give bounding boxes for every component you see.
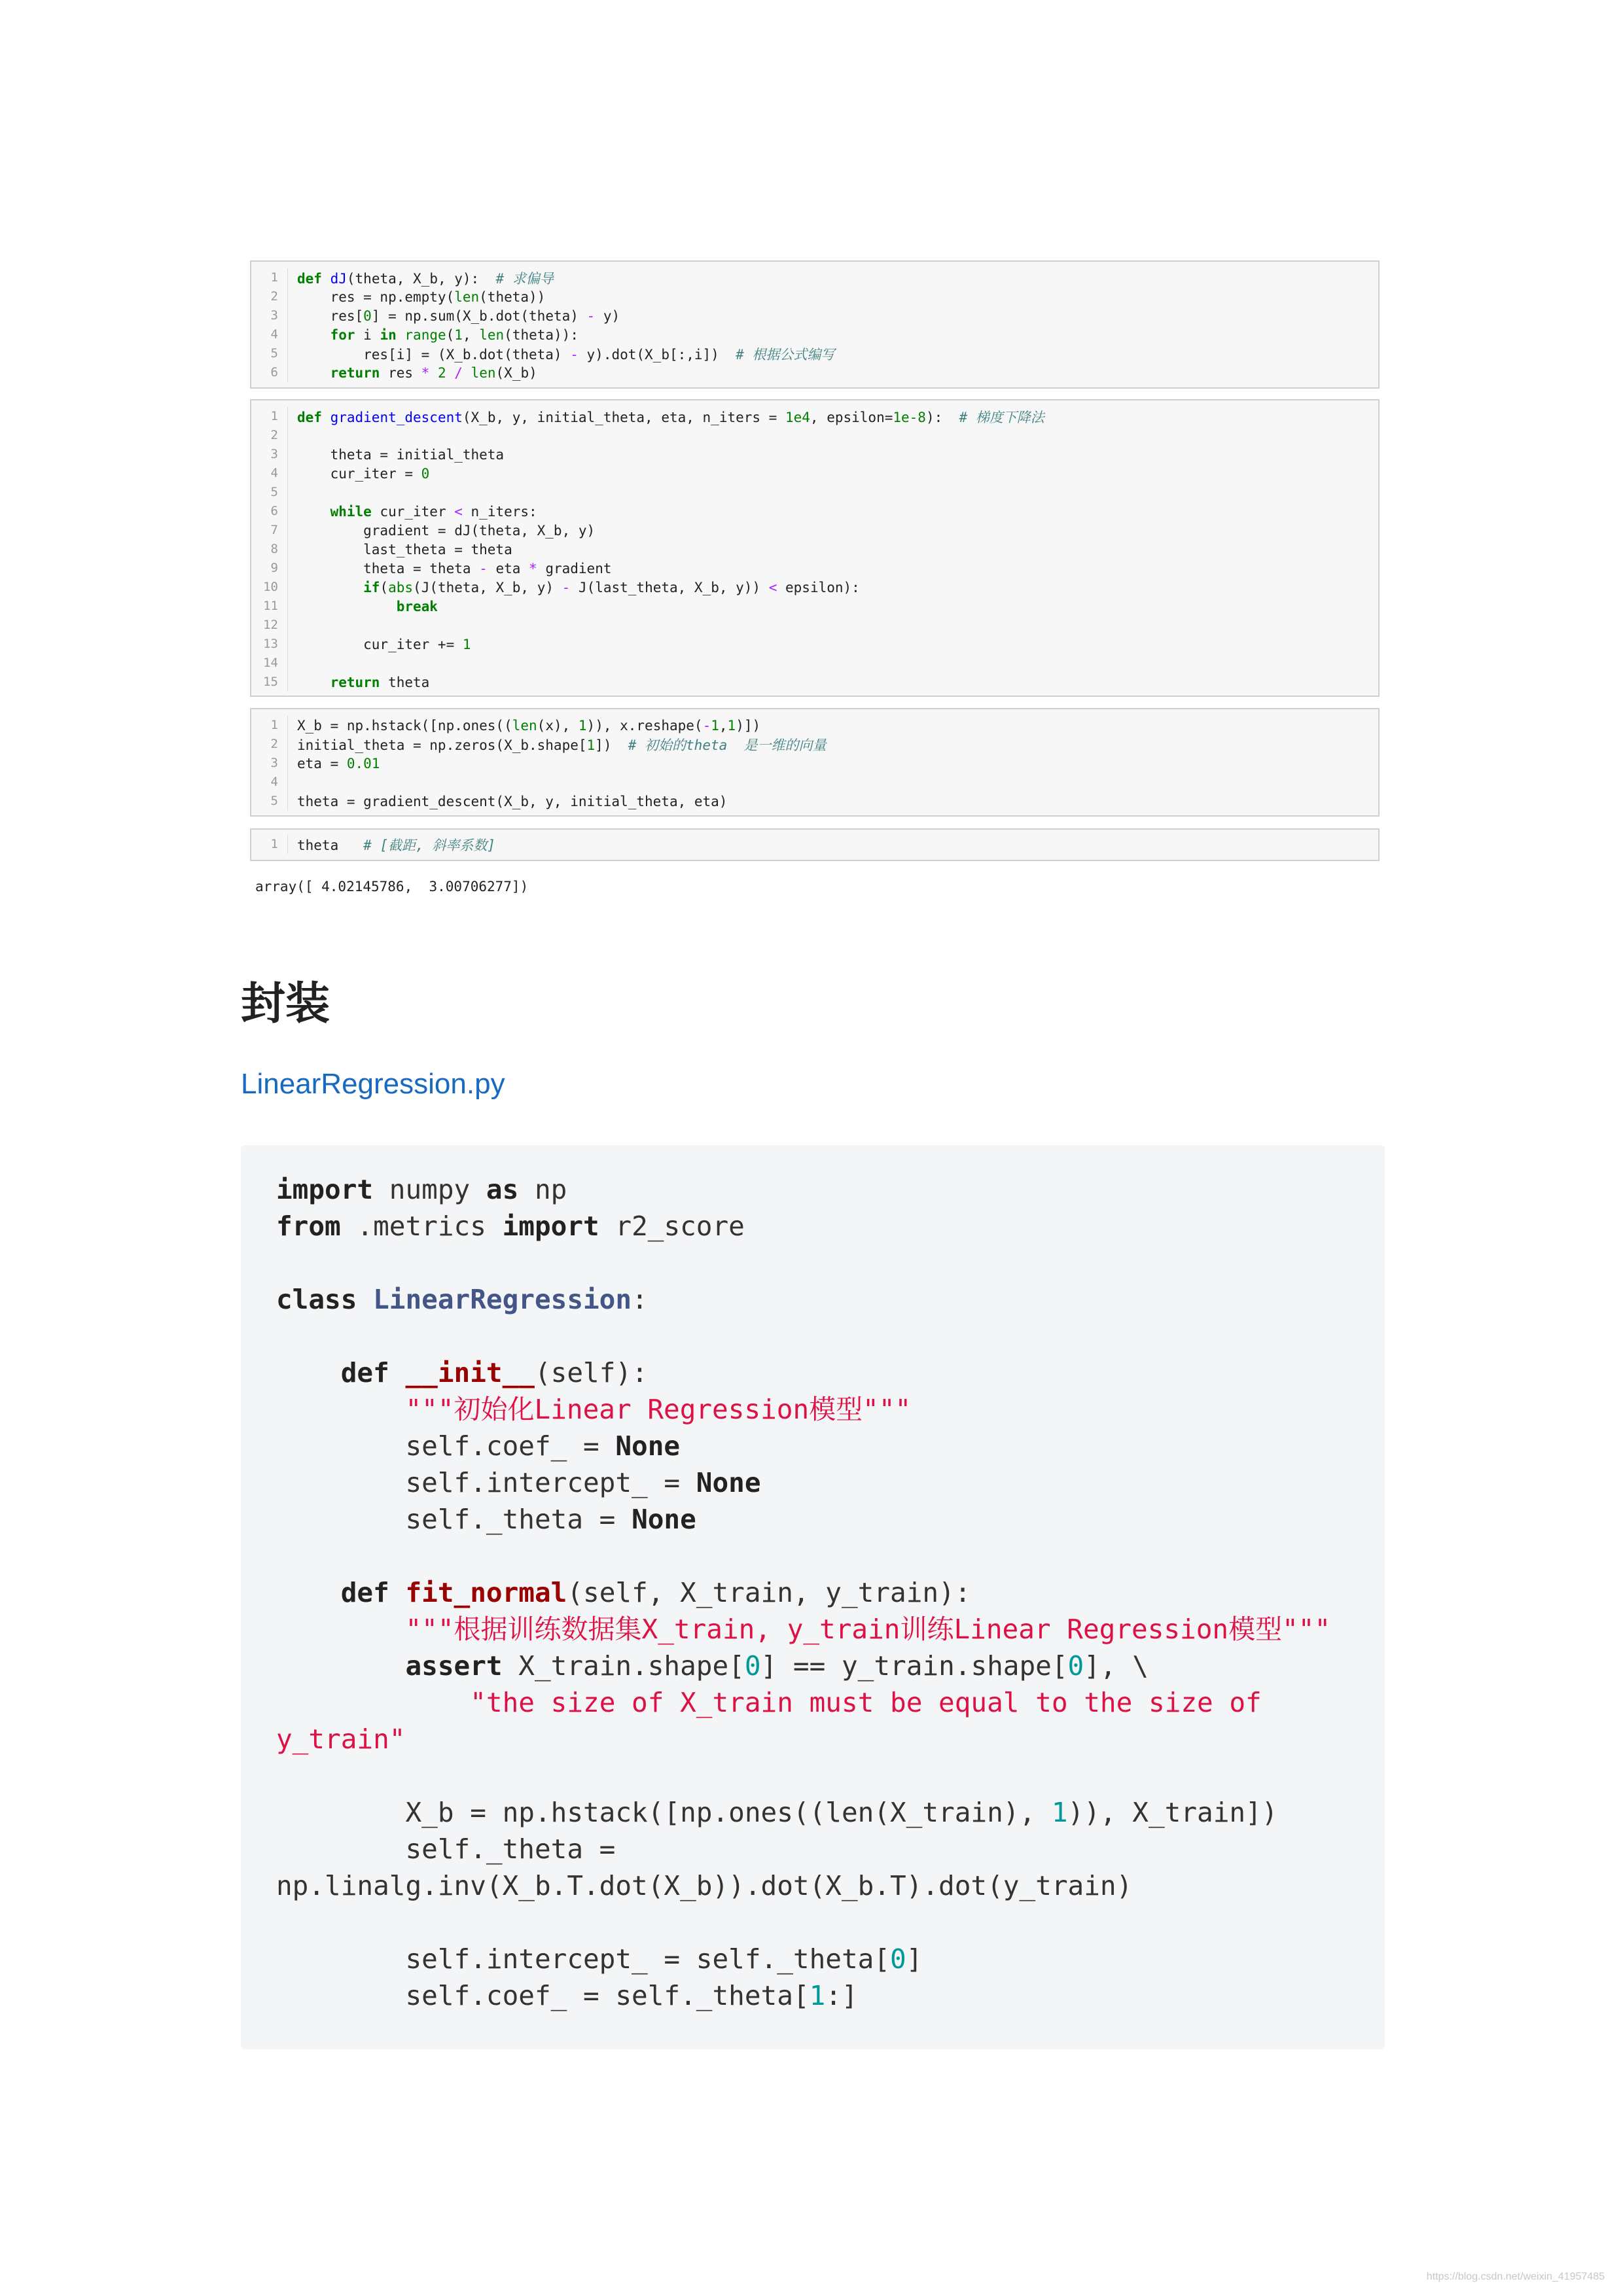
line-number: 12 — [251, 616, 288, 635]
code-line: self.coef_ = self._theta[1:] — [276, 1980, 858, 2011]
line-number: 2 — [251, 426, 288, 445]
line-number: 2 — [251, 287, 288, 306]
line-number: 5 — [251, 483, 288, 502]
code-line: cur_iter += 1 — [297, 636, 471, 652]
code-line: X_b = np.hstack([np.ones((len(X_train), 1)), X_train]) — [276, 1797, 1278, 1828]
code-line: def gradient_descent(X_b, y, initial_theta, eta, n_iters = 1e4, epsilon=1e-8): # 梯度下降法 — [297, 409, 1044, 425]
line-number: 5 — [251, 344, 288, 363]
code-line: return theta — [330, 674, 430, 690]
code-line: theta = theta - eta * gradient — [297, 560, 612, 576]
line-number: 5 — [251, 792, 288, 811]
code-line: theta = initial_theta — [297, 446, 505, 463]
code-line: self._theta = None — [276, 1504, 696, 1535]
file-link[interactable]: LinearRegression.py — [241, 1068, 505, 1100]
code-line: def fit_normal(self, X_train, y_train): — [340, 1577, 971, 1608]
code-line: theta # [截距, 斜率系数] — [297, 837, 496, 853]
code-line: if(abs(J(theta, X_b, y) - J(last_theta, X_b, y)) < epsilon): — [363, 579, 860, 595]
code-line: self.coef_ = None — [276, 1430, 681, 1462]
code-line: initial_theta = np.zeros(X_b.shape[1]) # 初始的theta 是一维的向量 — [297, 737, 827, 753]
line-number: 7 — [251, 521, 288, 540]
code-line: break — [396, 598, 438, 614]
code-line: np.linalg.inv(X_b.T.dot(X_b)).dot(X_b.T).dot(y_train) — [276, 1870, 1133, 1901]
line-number: 3 — [251, 754, 288, 773]
line-number: 11 — [251, 597, 288, 616]
code-line: def dJ(theta, X_b, y): # 求偏导 — [297, 270, 554, 287]
code-line: res = np.empty(len(theta)) — [297, 289, 546, 305]
code-line: last_theta = theta — [297, 541, 512, 557]
line-number: 8 — [251, 540, 288, 559]
code-line: """初始化Linear Regression模型""" — [405, 1394, 912, 1425]
cell-output: array([ 4.02145786, 3.00706277]) — [255, 879, 529, 894]
code-line: class LinearRegression: — [276, 1284, 648, 1315]
line-number: 1 — [251, 268, 288, 287]
code-line: return res * 2 / len(X_b) — [330, 364, 537, 381]
line-number: 6 — [251, 363, 288, 382]
line-number: 13 — [251, 635, 288, 654]
code-line: """根据训练数据集X_train, y_train训练Linear Regression模型""" — [405, 1614, 1331, 1645]
line-number: 10 — [251, 578, 288, 597]
line-number: 4 — [251, 773, 288, 792]
line-number: 1 — [251, 716, 288, 735]
code-line: X_b = np.hstack([np.ones((len(x), 1)), x.reshape(-1,1)]) — [297, 717, 761, 733]
line-number: 4 — [251, 325, 288, 344]
code-cell-gradient-descent[interactable] — [250, 399, 1380, 697]
code-line: def __init__(self): — [340, 1357, 648, 1388]
line-number: 4 — [251, 464, 288, 483]
code-line: cur_iter = 0 — [297, 465, 430, 482]
code-line: self.intercept_ = None — [276, 1467, 761, 1498]
section-heading: 封装 — [241, 978, 330, 1030]
code-line: for i in range(1, len(theta)): — [330, 327, 579, 343]
code-cell-theta[interactable] — [250, 828, 1380, 861]
code-line: res[0] = np.sum(X_b.dot(theta) - y) — [297, 308, 620, 324]
code-line: gradient = dJ(theta, X_b, y) — [297, 522, 596, 539]
line-number: 1 — [251, 407, 288, 426]
line-number: 2 — [251, 735, 288, 754]
code-line: eta = 0.01 — [297, 755, 380, 771]
line-number: 1 — [251, 835, 288, 854]
code-cell-setup[interactable] — [250, 708, 1380, 817]
line-number: 9 — [251, 559, 288, 578]
code-line: while cur_iter < n_iters: — [330, 503, 537, 520]
line-number: 3 — [251, 306, 288, 325]
watermark: https://blog.csdn.net/weixin_41957485 — [1426, 2271, 1605, 2282]
code-line: theta = gradient_descent(X_b, y, initial_theta, eta) — [297, 793, 728, 809]
code-line: assert X_train.shape[0] == y_train.shape[0], \ — [405, 1650, 1149, 1682]
code-line: from .metrics import r2_score — [276, 1210, 745, 1242]
code-line: self._theta = — [276, 1833, 616, 1865]
line-number: 3 — [251, 445, 288, 464]
code-block-linear-regression[interactable] — [241, 1145, 1385, 2049]
code-line: res[i] = (X_b.dot(theta) - y).dot(X_b[:,i]) # 根据公式编写 — [297, 346, 835, 362]
line-number: 15 — [251, 673, 288, 692]
code-cell-dJ[interactable] — [250, 260, 1380, 389]
line-number: 14 — [251, 654, 288, 673]
code-line: "the size of X_train must be equal to the size of — [470, 1687, 1262, 1718]
line-number: 6 — [251, 502, 288, 521]
code-line: y_train" — [276, 1723, 406, 1755]
code-line: import numpy as np — [276, 1174, 567, 1205]
code-line: self.intercept_ = self._theta[0] — [276, 1943, 923, 1975]
